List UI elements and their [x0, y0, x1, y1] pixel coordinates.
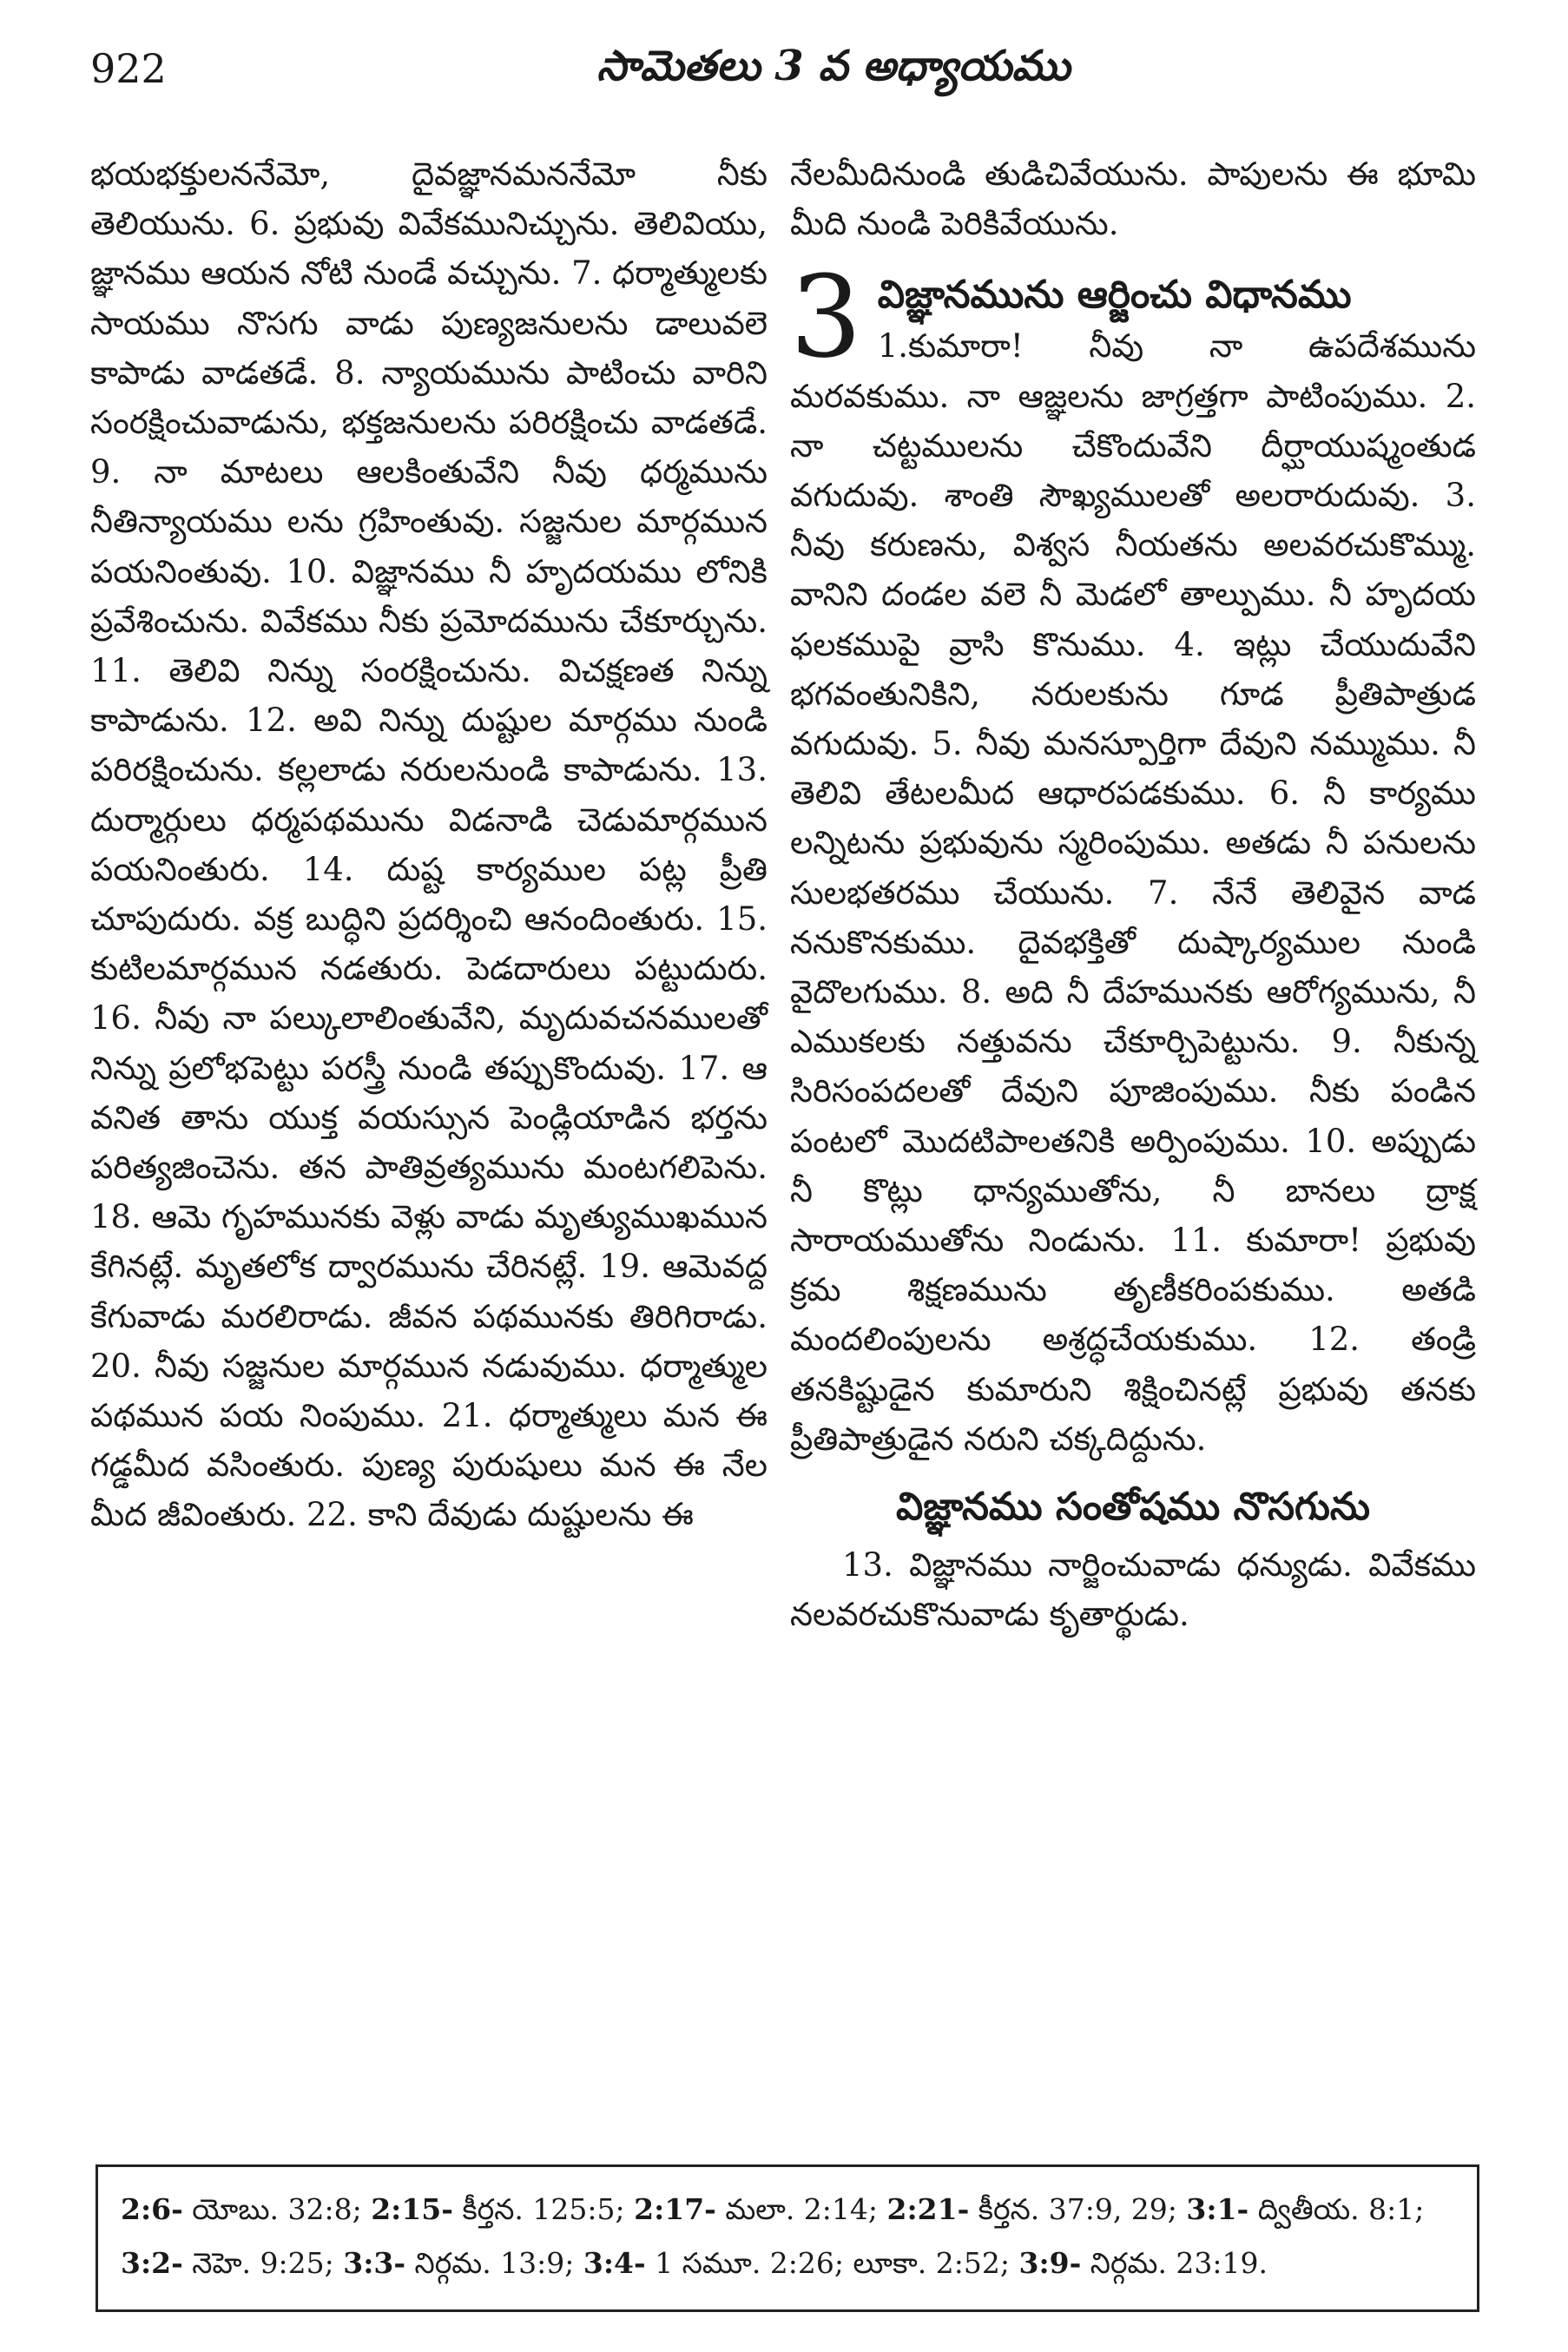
cross-reference-target: నిర్గమ. 13:9;	[405, 2246, 583, 2280]
section-text: 13. విజ్ఞానము నార్జించువాడు ధన్యుడు. వివేకము నలవరచుకొనువాడు కృతార్థుడు.	[790, 1546, 1476, 1634]
chapter-block	[790, 251, 1476, 1464]
chapter-heading: విజ్ఞానమును ఆర్జించు విధానము	[877, 273, 1352, 318]
cross-reference-target: కీర్తన. 125:5;	[452, 2192, 635, 2226]
cross-reference-target: యోబు. 32:8;	[182, 2192, 372, 2226]
cross-reference-box	[96, 2164, 1479, 2312]
cross-reference-verse: 2:17-	[634, 2192, 716, 2226]
cross-reference-target: మలా. 2:14;	[715, 2192, 887, 2226]
cross-reference-verse: 3:1-	[1186, 2192, 1249, 2226]
cross-reference-verse: 2:21-	[886, 2192, 970, 2226]
cross-reference-verse: 3:4-	[583, 2246, 646, 2280]
cross-reference-verse: 2:15-	[371, 2192, 453, 2226]
cross-reference-verse: 3:9-	[1018, 2246, 1082, 2280]
chapter-text: 1.కుమారా! నీవు నా ఉపదేశమును మరవకుము. నా ఆజ్ఞలను జాగ్రత్తగా పాటింపుము. 2. నా చట్టములను చేకొందువేని దీర్ఘాయుష్మంతుడ వగుదువు. శాంతి సౌఖ్యములతో అలరారుదువు. 3. నీవు కరుణను, విశ్వస నీయతను అలవరచుకొమ్ము. వానిని దండల వలె నీ మెడలో తాల్పుము. నీ హృదయ ఫలకముపై వ్రాసి కొనుము. 4. ఇట్లు చేయుదువేని భగవంతునికిని, నరులకును గూడ ప్రీతిపాత్రుడ వగుదువు. 5. నీవు మనస్పూర్తిగా దేవుని నమ్ముము. నీ తెలివి తేటలమీద ఆధారపడకుము. 6. నీ కార్యము లన్నిటను ప్రభువును స్మరింపుము. అతడు నీ పనులను సులభతరము చేయును. 7. నేనే తెలివైన వాడ ననుకొనకుము. దైవభక్తితో దుష్కార్యముల నుండి వైదొలగుము. 8. అది నీ దేహమునకు ఆరోగ్యమును, నీ ఎముకలకు నత్తువను చేకూర్చిపెట్టును. 9. నీకున్న సిరిసంపదలతో దేవుని పూజింపుము. నీకు పండిన పంటలో మొదటిపాలతనికి అర్పింపుము. 10. అప్పుడు నీ కొట్లు ధాన్యముతోను, నీ బానలు ద్రాక్ష సారాయముతోను నిండును. 11. కుమారా! ప్రభువు క్రమ శిక్షణమును తృణీకరింపకుము. అతడి మందలింపులను అశ్రద్ధచేయకుము. 12. తండ్రి తనకిష్టుడైన కుమారుని శిక్షించినట్లే ప్రభువు తనకు ప్రీతిపాత్రుడైన నరుని చక్కదిద్దును.	[790, 327, 1476, 1458]
cross-reference-target: నెహె. 9:25;	[182, 2246, 344, 2280]
cross-reference-target: ద్వితీయ. 8:1;	[1248, 2192, 1425, 2226]
right-column-opening-text: నేలమీదినుండి తుడిచివేయును. పాపులను ఈ భూమి మీది నుండి పెరికివేయును.	[790, 155, 1476, 243]
cross-reference-verse: 3:3-	[343, 2246, 406, 2280]
section-heading: విజ్ఞానము సంతోషము నొసగును	[896, 1485, 1370, 1530]
cross-reference-target: నిర్గమ. 23:19.	[1081, 2246, 1268, 2280]
cross-reference-target: 1 సమూ. 2:26; లూకా. 2:52;	[645, 2246, 1019, 2280]
page-number: 922	[90, 45, 167, 92]
right-column	[790, 149, 1476, 1639]
chapter-number: 3	[790, 251, 862, 384]
cross-reference-verse: 3:2-	[121, 2246, 183, 2280]
cross-reference-target: కీర్తన. 37:9, 29;	[969, 2192, 1187, 2226]
left-column	[90, 149, 768, 2103]
cross-reference-list	[121, 2183, 1454, 2290]
left-column-text: భయభక్తులననేమో, దైవజ్ఞానమననేమో నీకు తెలియును. 6. ప్రభువు వివేకమునిచ్చును. తెలివియు, జ్ఞానము ఆయన నోటి నుండే వచ్చును. 7. ధర్మాత్ములకు సాయము నొసగు వాడు పుణ్యజనులను డాలువలె కాపాడు వాడతడే. 8. న్యాయమును పాటించు వారిని సంరక్షించువాడును, భక్తజనులను పరిరక్షించు వాడతడే. 9. నా మాటలు ఆలకింతువేని నీవు ధర్మమును నీతిన్యాయము లను గ్రహింతువు. సజ్జనుల మార్గమున పయనింతువు. 10. విజ్ఞానము నీ హృదయము లోనికి ప్రవేశించును. వివేకము నీకు ప్రమోదమును చేకూర్చును. 11. తెలివి నిన్ను సంరక్షించును. విచక్షణత నిన్ను కాపాడును. 12. అవి నిన్ను దుష్టుల మార్గము నుండి పరిరక్షించును. కల్లలాడు నరులనుండి కాపాడును. 13. దుర్మార్గులు ధర్మపథమును విడనాడి చెడుమార్గమున పయనింతురు. 14. దుష్ట కార్యముల పట్ల ప్రీతి చూపుదురు. వక్ర బుద్ధిని ప్రదర్శించి ఆనందింతురు. 15. కుటిలమార్గమున నడతురు. పెడదారులు పట్టుదురు. 16. నీవు నా పల్కులాలింతువేని, మృదువచనములతో నిన్ను ప్రలోభపెట్టు పరస్త్రీ నుండి తప్పుకొందువు. 17. ఆ వనిత తాను యుక్త వయస్సున పెండ్లియాడిన భర్తను పరిత్యజించెను. తన పాతివ్రత్యమును మంటగలిపెను. 18. ఆమె గృహమునకు వెళ్లు వాడు మృత్యుముఖమున కేగినట్లే. మృతలోక ద్వారమును చేరినట్లే. 19. ఆమెవద్ద కేగువాడు మరలిరాడు. జీవన పథమునకు తిరిగిరాడు. 20. నీవు సజ్జనుల మార్గమున నడువుము. ధర్మాత్ముల పథమున పయ నింపుము. 21. ధర్మాత్ములు మన ఈ గడ్డమీద వసింతురు. పుణ్య పురుషులు మన ఈ నేల మీద జీవింతురు. 22. కాని దేవుడు దుష్టులను ఈ	[90, 155, 768, 1534]
cross-reference-verse: 2:6-	[121, 2192, 183, 2226]
running-title: సామెతలు 3 వ అధ్యాయము	[596, 42, 1071, 90]
